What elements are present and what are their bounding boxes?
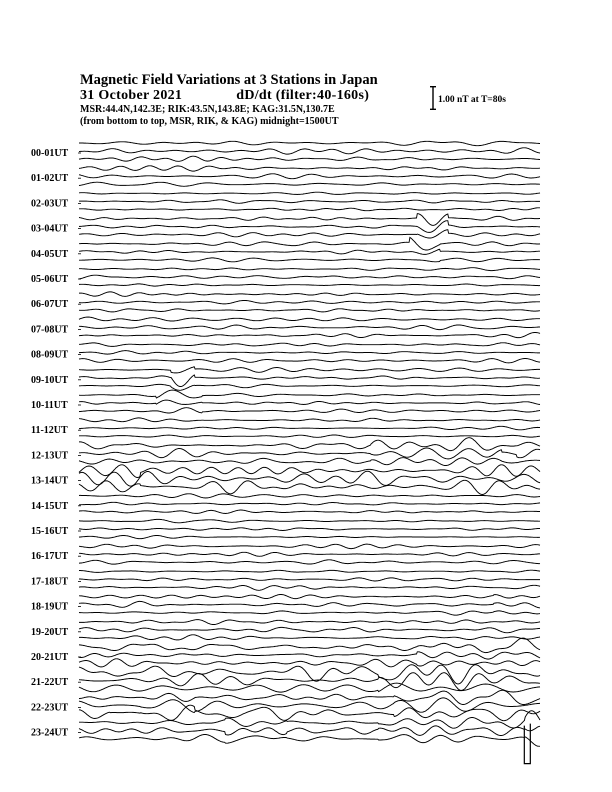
hour-row-19-20UT — [31, 620, 540, 640]
trace-msr — [79, 208, 540, 211]
trace-rik — [79, 200, 540, 204]
hour-row-09-10UT — [31, 367, 540, 391]
trace-rik — [79, 221, 540, 233]
trace-rik — [79, 726, 540, 736]
trace-rik — [79, 275, 540, 279]
trace-rik — [79, 502, 540, 505]
trace-rik — [79, 301, 540, 304]
hour-row-20-21UT — [31, 638, 540, 667]
trace-kag — [79, 390, 540, 398]
trace-msr — [79, 510, 540, 514]
trace-rik — [79, 528, 540, 531]
hour-label: 12-13UT — [31, 450, 69, 462]
hour-label: 06-07UT — [31, 299, 69, 311]
trace-kag — [79, 494, 540, 498]
hour-row-17-18UT — [31, 570, 540, 590]
hour-label: 01-02UT — [31, 173, 69, 185]
hour-label: 20-21UT — [31, 652, 69, 663]
trace-kag — [79, 317, 540, 321]
trace-msr — [79, 333, 540, 338]
trace-msr — [79, 585, 540, 590]
hour-row-14-15UT — [31, 494, 540, 514]
hour-row-15-16UT — [31, 519, 540, 538]
hour-row-05-06UT — [31, 268, 540, 286]
trace-msr — [79, 480, 540, 494]
trace-kag — [79, 166, 540, 171]
trace-rik — [79, 148, 540, 154]
trace-rik — [79, 400, 540, 404]
trace-rik — [79, 652, 540, 659]
hour-row-16-17UT — [31, 544, 540, 564]
trace-rik — [79, 698, 540, 713]
trace-kag — [79, 570, 540, 572]
trace-msr — [79, 611, 540, 615]
quantity-label: dD/dt (filter:40-160s) — [236, 88, 370, 103]
hour-row-18-19UT — [31, 595, 540, 616]
trace-msr — [79, 230, 540, 238]
hour-row-13-14UT — [31, 465, 540, 495]
trace-kag — [79, 620, 540, 625]
trace-msr — [79, 156, 540, 161]
hour-label: 23-24UT — [31, 727, 69, 739]
trace-kag — [79, 690, 540, 704]
trace-rik — [79, 351, 540, 355]
hour-label: 16-17UT — [31, 551, 69, 563]
trace-kag — [79, 141, 540, 145]
hour-row-04-05UT — [31, 237, 540, 261]
trace-kag — [79, 638, 540, 653]
trace-kag — [79, 292, 540, 297]
trace-rik — [79, 174, 540, 179]
hour-label: 17-18UT — [31, 576, 69, 588]
hour-label: 15-16UT — [31, 526, 69, 537]
chart-title: Magnetic Field Variations at 3 Stations in Japan — [80, 72, 378, 88]
trace-rik — [79, 552, 540, 556]
hour-label: 22-23UT — [31, 702, 69, 714]
trace-msr — [79, 182, 540, 186]
hour-row-23-24UT — [31, 711, 540, 747]
stations-info: MSR:44.4N,142.3E; RIK:43.5N,143.8E; KAG:31.5N,130.7E — [80, 104, 335, 115]
date-label: 31 October 2021 — [80, 88, 183, 103]
trace-kag — [79, 192, 540, 194]
hour-label: 02-03UT — [31, 198, 69, 210]
hour-label: 13-14UT — [31, 475, 69, 487]
trace-msr — [79, 683, 540, 692]
hour-row-03-04UT — [31, 214, 540, 238]
trace-rik — [79, 601, 540, 608]
hour-row-00-01UT — [31, 141, 540, 161]
hour-row-21-22UT — [31, 665, 540, 692]
trace-kag — [79, 418, 540, 422]
trace-kag — [79, 595, 540, 599]
trace-msr — [79, 284, 540, 286]
trace-msr — [79, 384, 540, 390]
hour-label: 14-15UT — [31, 500, 69, 512]
hour-label: 03-04UT — [31, 223, 69, 235]
hour-label: 19-20UT — [31, 626, 69, 638]
hour-label: 09-10UT — [31, 374, 69, 386]
trace-kag — [79, 367, 540, 373]
trace-rik — [79, 673, 540, 691]
hour-row-08-09UT — [31, 343, 540, 363]
trace-kag — [79, 343, 540, 347]
order-note: (from bottom to top, MSR, RIK, & KAG) midnight=1500UT — [80, 116, 339, 127]
hour-label: 07-08UT — [31, 324, 69, 336]
hour-row-11-12UT — [31, 418, 540, 438]
trace-rik — [79, 426, 540, 430]
hour-row-01-02UT — [31, 166, 540, 187]
hour-label: 05-06UT — [31, 274, 69, 285]
trace-msr — [79, 560, 540, 564]
trace-kag — [79, 214, 540, 226]
trace-rik — [79, 578, 540, 581]
trace-msr — [79, 258, 540, 262]
hour-label: 10-11UT — [31, 400, 68, 411]
hour-label: 00-01UT — [31, 148, 69, 159]
hour-label: 21-22UT — [31, 677, 69, 689]
trace-msr — [79, 659, 540, 667]
hour-row-22-23UT — [31, 690, 540, 720]
trace-rik — [79, 448, 540, 459]
hour-row-12-13UT — [31, 438, 540, 466]
scale-label: 1.00 nT at T=80s — [438, 95, 506, 105]
trace-rik — [79, 249, 540, 254]
hour-row-07-08UT — [31, 317, 540, 338]
trace-msr — [79, 408, 540, 413]
trace-msr — [79, 458, 540, 466]
hour-label: 18-19UT — [31, 601, 69, 613]
hour-row-10-11UT — [31, 390, 540, 413]
hour-label: 04-05UT — [31, 248, 69, 260]
hour-row-02-03UT — [31, 192, 540, 211]
final-spike — [524, 724, 530, 764]
trace-rik — [79, 325, 540, 330]
trace-msr — [79, 536, 540, 539]
trace-kag — [79, 237, 540, 250]
trace-kag — [79, 519, 540, 522]
hour-row-06-07UT — [31, 292, 540, 312]
trace-kag — [79, 268, 540, 271]
trace-rik — [79, 627, 540, 632]
hour-label: 11-12UT — [31, 425, 68, 437]
hour-label: 08-09UT — [31, 349, 69, 361]
trace-msr — [79, 435, 540, 437]
trace-msr — [79, 635, 540, 640]
trace-msr — [79, 309, 540, 312]
trace-kag — [79, 544, 540, 549]
trace-msr — [79, 359, 540, 363]
trace-msr — [79, 735, 540, 747]
